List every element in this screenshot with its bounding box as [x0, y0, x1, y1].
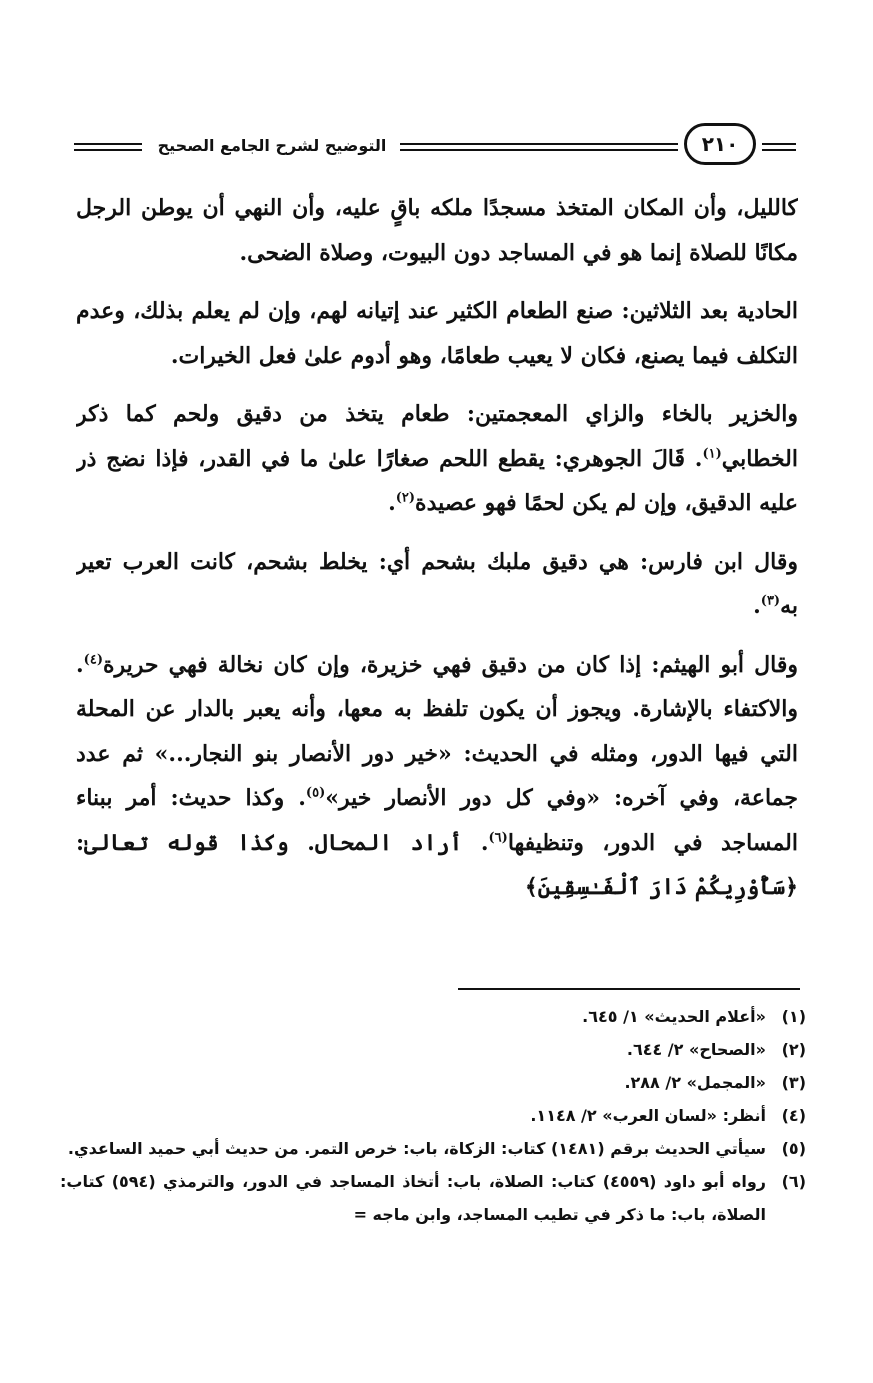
header-ornament-rule-left	[74, 143, 142, 151]
paragraph-text: . قَالَ الجوهري: يقطع اللحم صغارًا علىٰ ما في القدر، فإذا نضج ذر عليه الدقيق، وإن لم يكن لحمًا فهو عصيدة	[76, 445, 798, 516]
footnote-number: (٢)	[781, 1040, 806, 1059]
paragraph	[76, 392, 798, 526]
footnote	[60, 1165, 806, 1231]
paragraph-text: .	[388, 490, 396, 516]
footnote-number: (١)	[781, 1007, 806, 1026]
footnote-text: «الصحاح» ٢/ ٦٤٤.	[626, 1040, 766, 1059]
footnote	[60, 1066, 806, 1099]
page-header	[74, 123, 796, 169]
paragraph-text: وقال أبو الهيثم: إذا كان من دقيق فهي خزيرة، وإن كان نخالة فهي حريرة	[102, 651, 798, 678]
header-ornament-rule-right	[762, 143, 796, 151]
footnote	[60, 1033, 806, 1066]
paragraph-text: .	[753, 593, 761, 619]
footnote-reference[interactable]: (١)	[702, 446, 722, 462]
paragraph-text: . أراد المحال. وكذا قوله تعالىٰ:	[76, 829, 489, 856]
footnote	[60, 1099, 806, 1132]
footnote-text: أنظر: «لسان العرب» ٢/ ١١٤٨.	[530, 1106, 766, 1125]
quran-verse: ﴿سَأُوْرِيكُمْ دَارَ ٱلْفَـٰسِقِينَ﴾	[524, 874, 798, 900]
footnote-number: (٣)	[781, 1073, 806, 1092]
footnote-text: رواه أبو داود (٤٥٥٩) كتاب: الصلاة، باب: أتخاذ المساجد في الدور، والترمذي (٥٩٤) كتاب: الصلاة، باب: ما ذكر في تطيب المساجد، وابن ماجه =	[60, 1172, 766, 1224]
footnote-reference[interactable]: (٤)	[83, 652, 103, 668]
footnote-text: سيأتي الحديث برقم (١٤٨١) كتاب: الزكاة، باب: خرص التمر. من حديث أبي حميد الساعدي.	[67, 1139, 766, 1158]
paragraph: الحادية بعد الثلاثين: صنع الطعام الكثير عند إتيانه لهم، وإن لم يعلم بذلك، وعدم التكلف فيما يصنع، فكان لا يعيب طعامًا، وهو أدوم علىٰ فعل الخيرات.	[76, 298, 798, 369]
paragraph: كالليل، وأن المكان المتخذ مسجدًا ملكه باقٍ عليه، وأن النهي أن يوطن الرجل مكانًا للصلاة إنما هو في المساجد دون البيوت، وصلاة الضحى.	[76, 195, 798, 266]
paragraph	[76, 540, 798, 629]
footnote-text: «المجمل» ٢/ ٢٨٨.	[624, 1073, 766, 1092]
paragraph-text: . وكذا حديث: أمر ببناء المساجد في الدور، وتنظيفها	[76, 785, 798, 856]
footnote-separator	[458, 988, 800, 990]
footnote-reference[interactable]: (٥)	[305, 785, 326, 801]
footnote	[60, 1000, 806, 1033]
paragraph-text: وقال ابن فارس: هي دقيق ملبك بشحم أي: يخلط بشحم، كانت العرب تعير به	[76, 548, 798, 619]
footnote-reference[interactable]: (٦)	[488, 830, 508, 846]
running-title: التوضيح لشرح الجامع الصحيح	[157, 136, 387, 155]
header-ornament-rule-middle	[400, 143, 678, 151]
footnote-number: (٤)	[781, 1106, 806, 1125]
footnote-reference[interactable]: (٢)	[395, 490, 416, 506]
paragraph-text: والخزير بالخاء والزاي المعجمتين: طعام يتخذ من دقيق ولحم كما ذكر الخطابي	[76, 401, 798, 472]
footnote-number: (٥)	[781, 1139, 806, 1158]
paragraph	[76, 643, 798, 910]
footnotes	[60, 1000, 806, 1300]
paragraph-text: . والاكتفاء بالإشارة. ويجوز أن يكون تلفظ به معها، وأنه يعبر بالدار عن المحلة التي فيها الدور، ومثله في الحديث: «خير دور الأنصار بنو النجار...» ثم عدد جماعة، وفي آخره: «وفي كل دور الأنصار خير»	[76, 651, 798, 811]
main-text	[76, 186, 798, 956]
footnote-number: (٦)	[781, 1172, 806, 1191]
footnote-reference[interactable]: (٣)	[760, 593, 781, 609]
page-number-badge: ٢١٠	[684, 123, 756, 165]
footnote	[60, 1132, 806, 1165]
footnote-text: «أعلام الحديث» ١/ ٦٤٥.	[582, 1007, 766, 1026]
